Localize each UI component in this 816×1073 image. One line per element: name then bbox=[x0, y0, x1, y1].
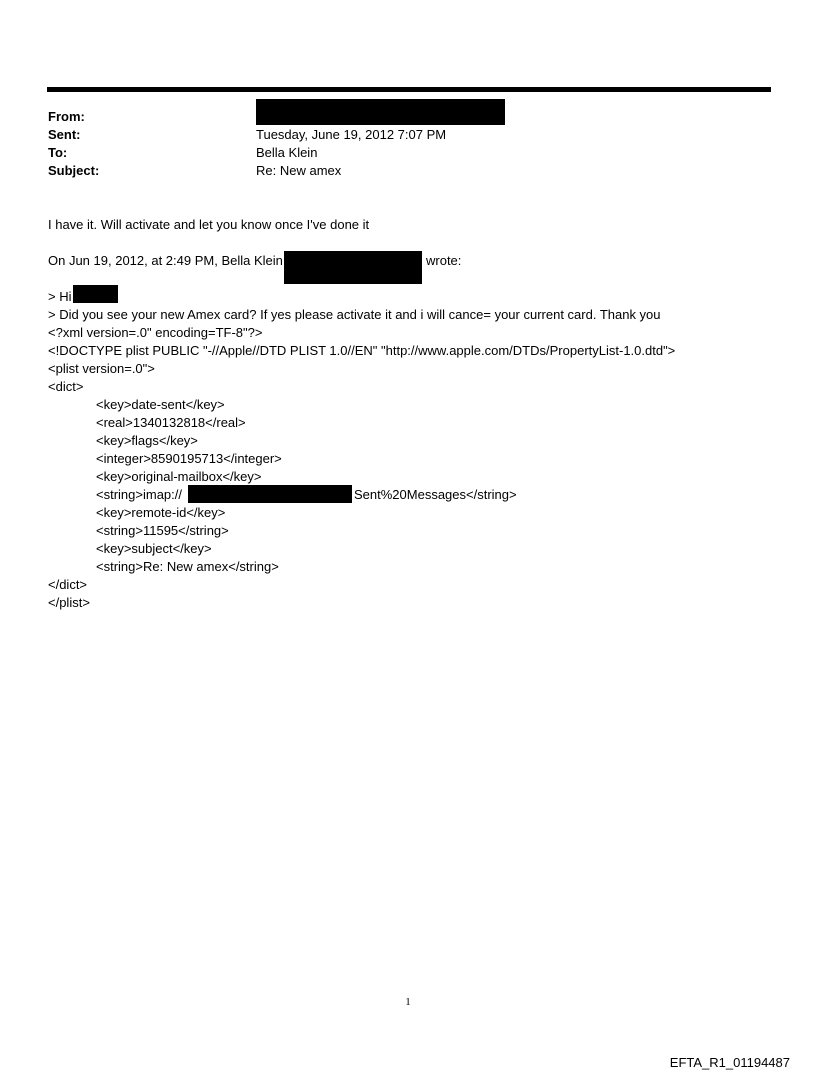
quote-hi: > Hi bbox=[48, 289, 72, 304]
plist-line: <dict> bbox=[48, 379, 84, 394]
closing-line: </dict> bbox=[48, 577, 88, 592]
redaction-mailbox bbox=[188, 485, 352, 503]
from-label: From: bbox=[48, 109, 85, 124]
redaction-email bbox=[284, 251, 422, 284]
quote-intro-post: wrote: bbox=[426, 253, 462, 268]
to-value: Bella Klein bbox=[256, 145, 318, 160]
dict-line: <string>Re: New amex</string> bbox=[96, 559, 279, 574]
redaction-from bbox=[256, 99, 505, 125]
quote-question: > Did you see your new Amex card? If yes please activate it and i will cance= your current card. Thank you bbox=[48, 307, 661, 322]
sent-value: Tuesday, June 19, 2012 7:07 PM bbox=[256, 127, 447, 142]
plist-line: <plist version=.0"> bbox=[48, 361, 155, 376]
bates-number: EFTA_R1_01194487 bbox=[669, 1055, 790, 1070]
plist-line: <?xml version=.0" encoding=TF-8"?> bbox=[48, 325, 263, 340]
subject-value: Re: New amex bbox=[256, 163, 342, 178]
to-label: To: bbox=[48, 145, 68, 160]
quote-intro-pre: On Jun 19, 2012, at 2:49 PM, Bella Klein bbox=[48, 253, 283, 268]
reply-text: I have it. Will activate and let you know once I've done it bbox=[48, 217, 370, 232]
page-number: 1 bbox=[405, 996, 411, 1008]
dict-line: <integer>8590195713</integer> bbox=[96, 451, 282, 466]
sent-label: Sent: bbox=[48, 127, 81, 142]
dict-line: <key>original-mailbox</key> bbox=[96, 469, 262, 484]
dict-line: <key>flags</key> bbox=[96, 433, 198, 448]
plist-line: <!DOCTYPE plist PUBLIC "-//Apple//DTD PLIST 1.0//EN" "http://www.apple.com/DTDs/PropertyList-1.0.dtd"> bbox=[48, 343, 676, 358]
header-rule bbox=[47, 87, 771, 92]
imap-post: Sent%20Messages</string> bbox=[354, 487, 517, 502]
dict-line: <key>date-sent</key> bbox=[96, 397, 225, 412]
dict-line: <real>1340132818</real> bbox=[96, 415, 246, 430]
imap-pre: <string>imap:// bbox=[96, 487, 182, 502]
redaction-name bbox=[73, 285, 118, 303]
dict-line: <string>11595</string> bbox=[96, 523, 229, 538]
dict-line: <key>remote-id</key> bbox=[96, 505, 226, 520]
dict-line: <key>subject</key> bbox=[96, 541, 212, 556]
subject-label: Subject: bbox=[48, 163, 100, 178]
closing-line: </plist> bbox=[48, 595, 90, 610]
